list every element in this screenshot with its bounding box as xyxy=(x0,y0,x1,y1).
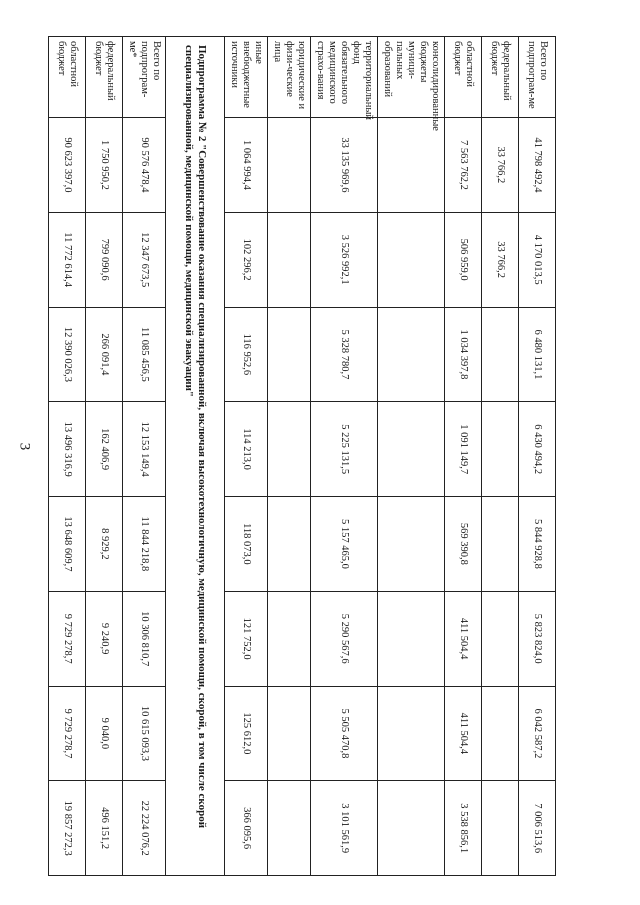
table-cell: 116 952,6 xyxy=(225,307,268,402)
table-cell xyxy=(378,686,445,781)
table-cell xyxy=(482,307,519,402)
table-row xyxy=(519,37,556,876)
table-cell xyxy=(482,686,519,781)
table-row xyxy=(86,37,123,876)
program-heading-row xyxy=(166,37,225,876)
table-cell: 90 576 478,4 xyxy=(123,118,166,213)
table-cell: 9 040,0 xyxy=(86,686,123,781)
table-cell: 10 615 093,3 xyxy=(123,686,166,781)
table-cell xyxy=(268,497,311,592)
table-cell: 13 648 609,7 xyxy=(49,497,86,592)
table-cell: 11 844 218,8 xyxy=(123,497,166,592)
table-cell: 6 430 494,2 xyxy=(519,402,556,497)
program-2-title: Подпрограмма № 2 "Совершенствование оказания специализированной, включая высокотехнологичную, медицинской помощи, скорой, в том числе скорой специализированной, медицинской помощи, медицинской эвакуации" xyxy=(166,37,225,876)
table-cell: 799 090,6 xyxy=(86,212,123,307)
table-row xyxy=(225,37,268,876)
table-cell: 12 153 149,4 xyxy=(123,402,166,497)
table-cell xyxy=(378,212,445,307)
table-cell: 13 496 316,9 xyxy=(49,402,86,497)
table-cell: 6 042 587,2 xyxy=(519,686,556,781)
table-cell: 125 612,0 xyxy=(225,686,268,781)
row-label: Всего по подпрограм-ме* xyxy=(123,37,166,118)
table-cell: 3 538 856,1 xyxy=(445,781,482,876)
table-cell: 506 959,0 xyxy=(445,212,482,307)
table-cell: 22 224 076,2 xyxy=(123,781,166,876)
table-cell xyxy=(378,307,445,402)
table-cell: 19 857 272,3 xyxy=(49,781,86,876)
table-cell: 102 296,2 xyxy=(225,212,268,307)
table-cell: 114 213,0 xyxy=(225,402,268,497)
table-cell: 5 505 470,8 xyxy=(311,686,378,781)
table-cell: 33 766,2 xyxy=(482,118,519,213)
table-cell: 118 073,0 xyxy=(225,497,268,592)
table-cell xyxy=(268,118,311,213)
table-cell xyxy=(268,591,311,686)
table-cell: 7 006 513,6 xyxy=(519,781,556,876)
table-cell: 33 135 969,6 xyxy=(311,118,378,213)
table-cell: 41 798 492,4 xyxy=(519,118,556,213)
table-cell: 11 085 456,5 xyxy=(123,307,166,402)
table-cell xyxy=(482,591,519,686)
row-label: территориальный фонд обязательного медицинского страхо-вания xyxy=(311,37,378,118)
table-cell: 569 390,8 xyxy=(445,497,482,592)
table-cell xyxy=(378,497,445,592)
table-cell: 7 563 762,2 xyxy=(445,118,482,213)
table-row xyxy=(268,37,311,876)
table-cell xyxy=(378,118,445,213)
table-cell: 4 170 013,5 xyxy=(519,212,556,307)
table-cell: 12 347 673,5 xyxy=(123,212,166,307)
table-row xyxy=(123,37,166,876)
table-cell: 5 225 131,5 xyxy=(311,402,378,497)
table-cell xyxy=(268,686,311,781)
rotated-table-container xyxy=(56,36,556,876)
table-cell: 3 526 992,1 xyxy=(311,212,378,307)
row-label: консолидированные бюджеты муници-пальных образований xyxy=(378,37,445,118)
table-cell xyxy=(268,402,311,497)
table-cell xyxy=(268,781,311,876)
table-cell: 1 091 149,7 xyxy=(445,402,482,497)
table-cell: 10 306 810,7 xyxy=(123,591,166,686)
table-cell: 9 729 278,7 xyxy=(49,591,86,686)
row-label: иные внебюджетные источники xyxy=(225,37,268,118)
table-cell: 496 151,2 xyxy=(86,781,123,876)
row-label: федеральный бюджет xyxy=(86,37,123,118)
table-cell: 1 034 397,8 xyxy=(445,307,482,402)
table-row xyxy=(311,37,378,876)
table-cell: 366 095,6 xyxy=(225,781,268,876)
table-cell: 1 064 994,4 xyxy=(225,118,268,213)
page-number: 3 xyxy=(16,442,33,451)
table-cell: 411 504,4 xyxy=(445,591,482,686)
row-label: областной бюджет xyxy=(49,37,86,118)
table-cell: 90 623 397,0 xyxy=(49,118,86,213)
table-cell: 5 844 928,8 xyxy=(519,497,556,592)
table-cell: 162 406,9 xyxy=(86,402,123,497)
table-cell: 9 240,9 xyxy=(86,591,123,686)
table-cell: 12 390 026,3 xyxy=(49,307,86,402)
table-cell xyxy=(482,497,519,592)
table-cell: 411 504,4 xyxy=(445,686,482,781)
table-row xyxy=(378,37,445,876)
budget-table xyxy=(48,36,556,876)
table-cell: 5 290 567,6 xyxy=(311,591,378,686)
row-label: Всего по подпрограм-ме xyxy=(519,37,556,118)
table-cell xyxy=(378,781,445,876)
table-cell: 3 101 561,9 xyxy=(311,781,378,876)
table-cell xyxy=(268,212,311,307)
table-cell xyxy=(268,307,311,402)
table-cell: 5 823 824,0 xyxy=(519,591,556,686)
table-row xyxy=(445,37,482,876)
table-cell xyxy=(482,781,519,876)
table-cell: 33 766,2 xyxy=(482,212,519,307)
table-cell: 121 752,0 xyxy=(225,591,268,686)
table-row xyxy=(49,37,86,876)
table-cell: 5 157 465,0 xyxy=(311,497,378,592)
table-cell: 266 091,4 xyxy=(86,307,123,402)
table-cell xyxy=(378,402,445,497)
row-label: юридические и физи-ческие лица xyxy=(268,37,311,118)
table-cell xyxy=(482,402,519,497)
table-cell xyxy=(378,591,445,686)
table-cell: 11 772 614,4 xyxy=(49,212,86,307)
row-label: областной бюджет xyxy=(445,37,482,118)
table-cell: 1 750 950,2 xyxy=(86,118,123,213)
table-row xyxy=(482,37,519,876)
table-cell: 5 328 780,7 xyxy=(311,307,378,402)
row-label: федеральный бюджет xyxy=(482,37,519,118)
table-cell: 9 729 278,7 xyxy=(49,686,86,781)
table-cell: 6 480 131,1 xyxy=(519,307,556,402)
table-cell: 8 929,2 xyxy=(86,497,123,592)
